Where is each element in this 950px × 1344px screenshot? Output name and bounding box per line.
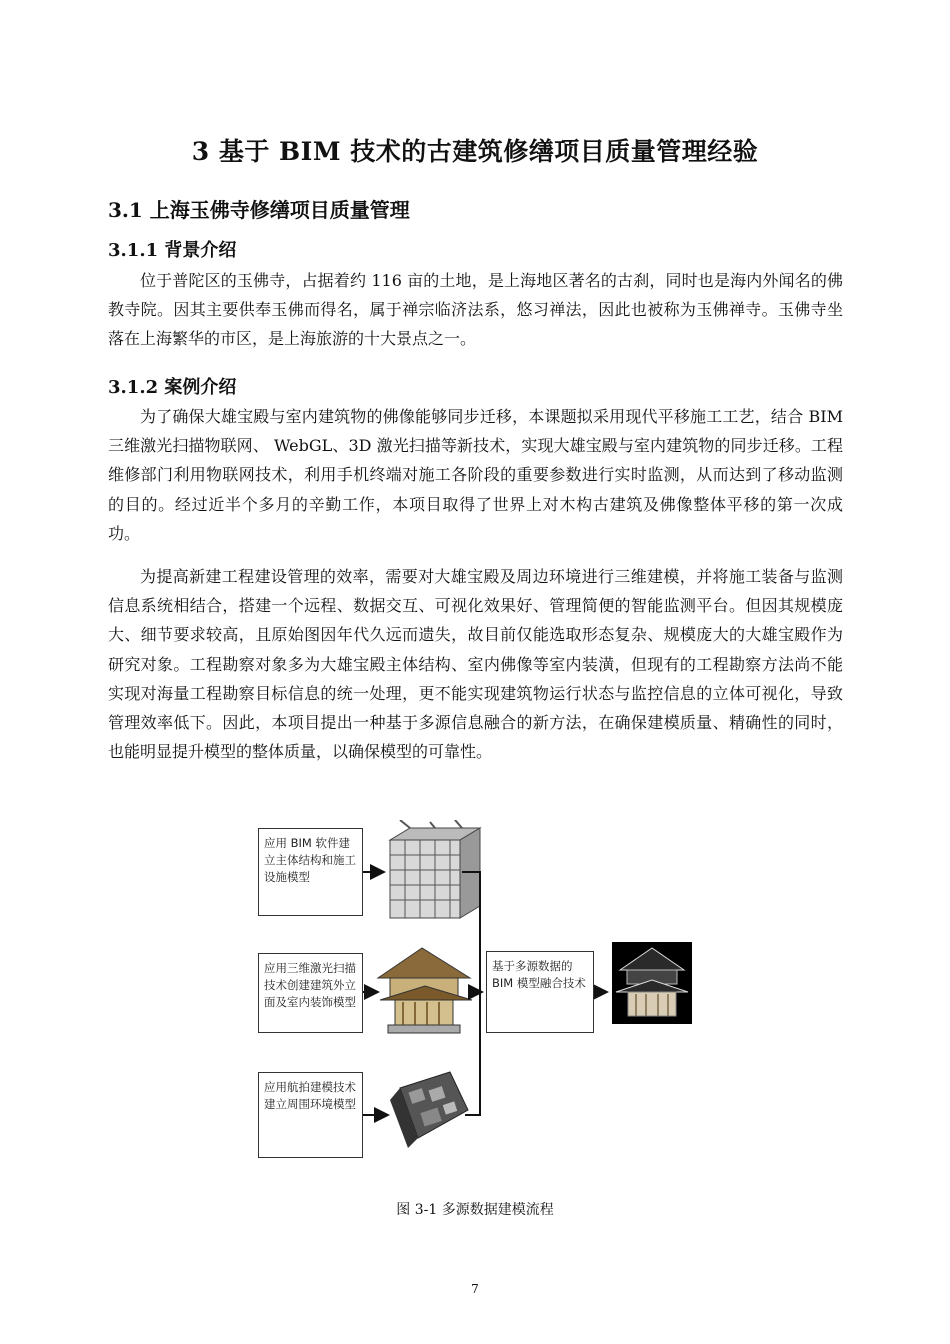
chapter-title: 3 基于 BIM 技术的古建筑修缮项目质量管理经验 [191, 137, 759, 166]
figure-caption: 图 3-1 多源数据建模流程 [396, 1202, 554, 1218]
flow-diagram [250, 820, 700, 1165]
step-laser-scan-box: 应用三维激光扫描技术创建建筑外立面及室内装饰模型 [258, 953, 363, 1033]
paragraph-case-1: 为了确保大雄宝殿与室内建筑物的佛像能够同步迁移，本课题拟采用现代平移施工工艺，结合 BIM 三维激光扫描物联网、 WebGL、3D 激光扫描等新技术，实现大雄宝殿与室内建筑物的同步迁移。工程维修部门利用物联网技术，利用手机终端对施工各阶段的重要参数进行实时监测，从而达到了移动监测的目的。经过近半个多月的辛勤工作，本项目取得了世界上对木构古建筑及佛像整体平移的第一次成功。 [108, 407, 843, 543]
paragraph-background: 位于普陀区的玉佛寺，占据着约 116 亩的土地，是上海地区著名的古刹，同时也是海内外闻名的佛教寺院。因其主要供奉玉佛而得名，属于禅宗临济法系，悠习禅法，因此也被称为玉佛禅寺。玉佛寺坐落在上海繁华的市区，是上海旅游的十大景点之一。 [108, 271, 843, 349]
subsection-heading-background: 3.1.1 背景介绍 [108, 240, 237, 261]
step-bim-model-box: 应用 BIM 软件建立主体结构和施工设施模型 [258, 828, 363, 916]
subsection-heading-case: 3.1.2 案例介绍 [108, 377, 237, 398]
aerial-site-model-image [390, 1072, 468, 1148]
paragraph-case-2: 为提高新建工程建设管理的效率，需要对大雄宝殿及周边环境进行三维建模，并将施工装备与监测信息系统相结合，搭建一个远程、数据交互、可视化效果好、管理简便的智能监测平台。但因其规模庞大、细节要求较高，且原始图因年代久远而遗失，故目前仅能选取形态复杂、规模庞大的大雄宝殿作为研究对象。工程勘察对象多为大雄宝殿主体结构、室内佛像等室内装潢，但现有的工程勘察方法尚不能实现对海量工程勘察目标信息的统一处理，更不能实现建筑物运行状态与监控信息的立体可视化，导致管理效率低下。因此，本项目提出一种基于多源信息融合的新方法，在确保建模质量、精确性的同时，也能明显提升模型的整体质量，以确保模型的可靠性。 [108, 567, 843, 762]
bim-structure-model-image [390, 820, 480, 918]
laser-scan-model-image [378, 948, 472, 1033]
fused-bim-model-image [612, 942, 692, 1024]
step-fusion-box: 基于多源数据的 BIM 模型融合技术 [486, 951, 594, 1033]
step-aerial-model-box: 应用航拍建模技术建立周围环境模型 [258, 1072, 363, 1158]
section-heading: 3.1 上海玉佛寺修缮项目质量管理 [108, 198, 410, 222]
page-number: 7 [471, 1282, 479, 1296]
